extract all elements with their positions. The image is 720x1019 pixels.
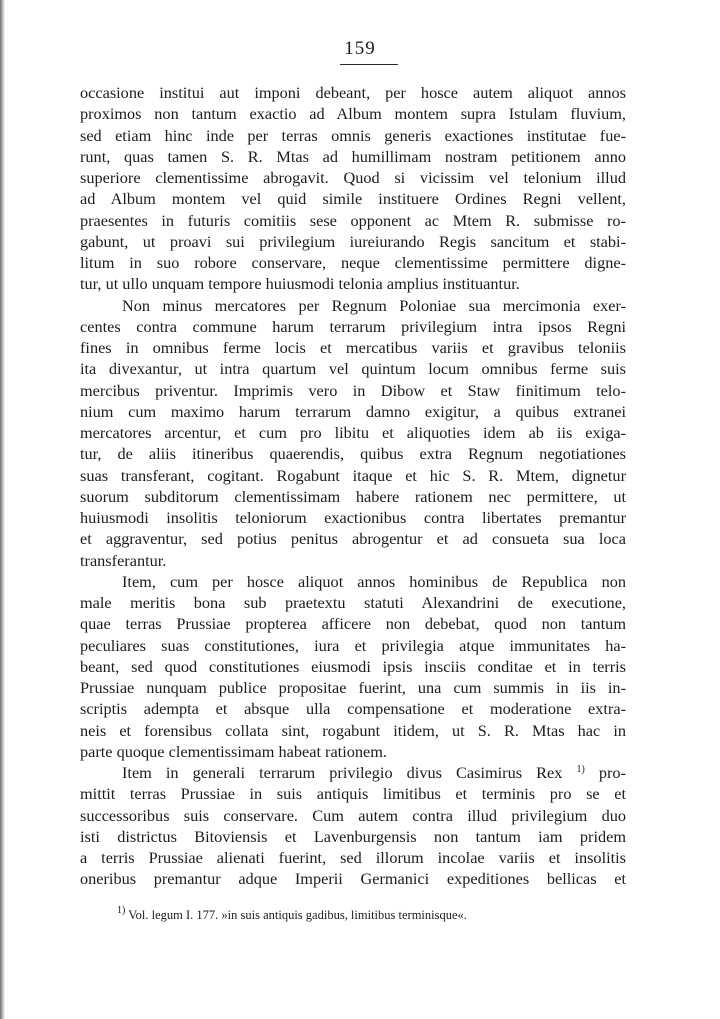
- text-line: mercatores arcentur, et cum pro libitu et aliquoties idem ab iis exiga-: [80, 423, 626, 442]
- text-line: a terris Prussiae alienati fuerint, sed illorum incolae variis et insolitis: [80, 848, 626, 867]
- text-line: ita divexantur, ut intra quartum vel quintum locum omnibus ferme suis: [80, 359, 626, 379]
- text-line: transferantur.: [80, 550, 167, 570]
- text-line: parte quoque clementissimam habeat rationem.: [80, 741, 387, 761]
- text-line: mittit terras Prussiae in suis antiquis limitibus et terminis pro se et: [80, 784, 626, 804]
- page-number: 159: [344, 38, 376, 59]
- paragraph-2: [80, 295, 626, 571]
- text-line: nium cum maximo harum terrarum damno exigitur, a quibus extranei: [80, 401, 626, 421]
- text-line: superiore clementissime abrogavit. Quod si vicissim vel telonium illud: [80, 168, 626, 187]
- footnote: [117, 905, 467, 923]
- text-line: isti districtus Bitoviensis et Lavenburgensis non tantum iam pridem: [80, 826, 626, 846]
- text-line: proximos non tantum exactio ad Album montem supra Istulam fluvium,: [80, 104, 626, 124]
- text-line: peculiares suas constitutiones, iura et privilegia atque immunitates ha-: [80, 635, 626, 655]
- text-line: male meritis bona sub praetextu statuti Alexandrini de executione,: [80, 593, 626, 612]
- text-line: suorum subditorum clementissimam habere rationem nec permittere, ut: [80, 486, 626, 506]
- text-line: scriptis adempta et absque ulla compensatione et moderatione extra-: [80, 699, 626, 719]
- text-line: runt, quas tamen S. R. Mtas ad humillimam nostram petitionem anno: [80, 146, 626, 166]
- text-line: Item, cum per hosce aliquot annos hominibus de Republica non: [122, 571, 626, 591]
- scan-edge-shadow: [0, 0, 5, 1019]
- page-number-underline: [340, 64, 398, 65]
- body-text: [80, 82, 626, 890]
- text-line: fines in omnibus ferme locis et mercatibus variis et gravibus teloniis: [80, 338, 626, 357]
- text-line: tur, ut ullo unquam tempore huiusmodi telonia amplius instituantur.: [80, 274, 520, 294]
- text-line: successoribus suis conservare. Cum autem contra illud privilegium duo: [80, 805, 626, 825]
- text-line: suas transferant, cogitant. Rogabunt itaque et hic S. R. Mtem, dignetur: [80, 465, 626, 485]
- paragraph-4-lines: [80, 783, 626, 889]
- text-line: occasione institui aut imponi debeant, per hosce autem aliquot annos: [80, 83, 626, 102]
- text-line: neis et forensibus collata sint, rogabunt itidem, ut S. R. Mtas hac in: [80, 720, 626, 740]
- paragraphs-container: [80, 82, 626, 762]
- text-line: Prussiae nunquam publice propositae fuerint, una cum summis in iis in-: [80, 678, 626, 697]
- text-line: huiusmodi insolitis teloniorum exactionibus contra libertates premantur: [80, 508, 626, 527]
- text-line: quae terras Prussiae propterea afficere non debebat, quod non tantum: [80, 614, 626, 634]
- text-line: oneribus premantur adque Imperii Germanici expeditiones bellicas et: [80, 869, 626, 889]
- paragraph-3: [80, 571, 626, 762]
- text-fragment: pro-: [584, 763, 626, 782]
- paragraph-1: [80, 82, 626, 295]
- footnote-marker: 1): [117, 905, 126, 916]
- footnote-text: Vol. legum I. 177. »in suis antiquis gadibus, limitibus terminisque«.: [125, 908, 467, 922]
- text-line: Non minus mercatores per Regnum Poloniae sua mercimonia exer-: [122, 295, 626, 315]
- text-line: litum in suo robore conservare, neque clementissime permittere digne-: [80, 253, 626, 272]
- text-line: gabunt, ut proavi sui privilegium iureiurando Regis sancitum et stabi-: [80, 231, 626, 251]
- text-line: ad Album montem vel quid simile instituere Ordines Regni vellent,: [80, 189, 626, 209]
- text-line: mercibus priventur. Imprimis vero in Dibow et Staw finitimum telo-: [80, 380, 626, 400]
- text-line: centes contra commune harum terrarum privilegium intra ipsos Regni: [80, 316, 626, 336]
- text-line: praesentes in futuris comitiis sese opponent ac Mtem R. submisse ro-: [80, 210, 626, 230]
- text-line: et aggraventur, sed potius penitus abrogentur et ad consueta sua loca: [80, 529, 626, 549]
- text-line: beant, sed quod constitutiones eiusmodi ipsis insciis conditae et in terris: [80, 656, 626, 676]
- footnote-reference: 1): [576, 764, 585, 775]
- text-line: tur, de aliis itineribus quaerendis, quibus extra Regnum negotiationes: [80, 444, 626, 464]
- text-line: sed etiam hinc inde per terras omnis generis exactiones institutae fue-: [80, 125, 626, 145]
- paragraph-4: [80, 762, 626, 890]
- text-fragment: Item in generali terrarum privilegio divus Casimirus Rex: [122, 763, 563, 782]
- text-line: [80, 762, 626, 783]
